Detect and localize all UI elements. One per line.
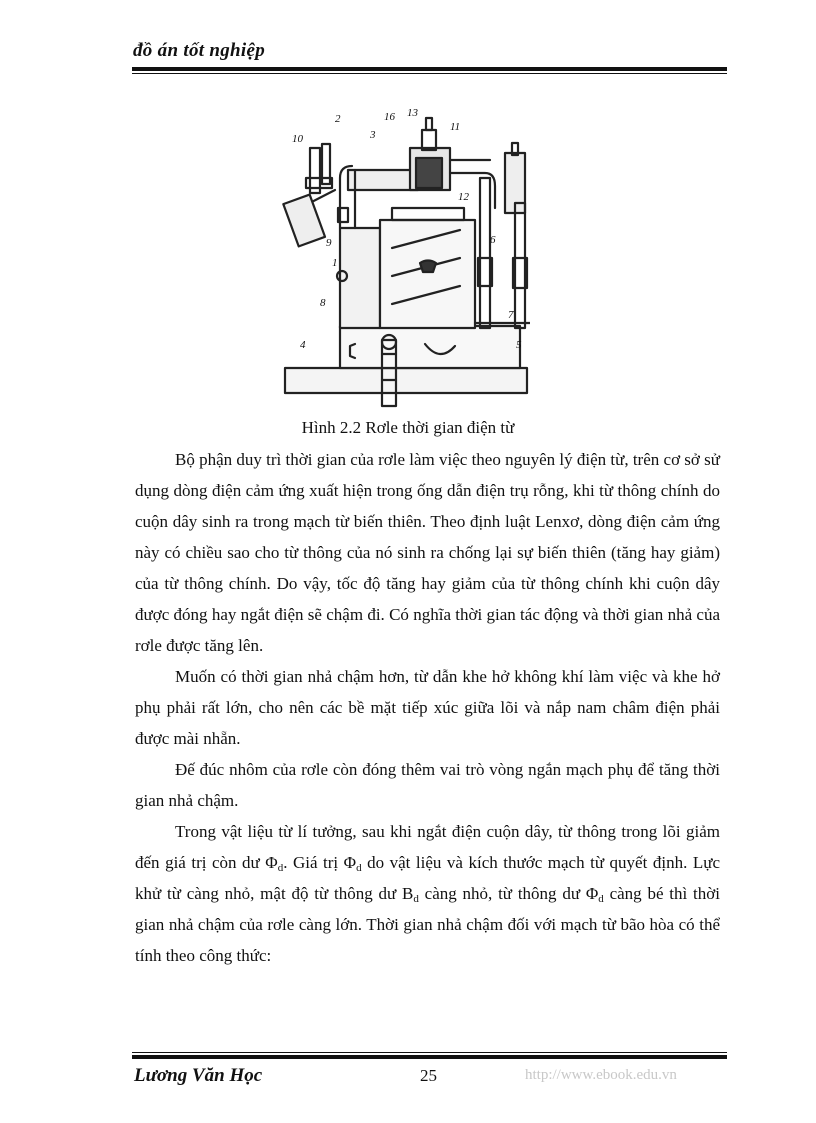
part-label: 9: [326, 237, 332, 249]
part-label: 10: [292, 133, 303, 145]
footer-url: http://www.ebook.edu.vn: [525, 1067, 677, 1083]
body-text: [135, 444, 720, 971]
paragraph: Muốn có thời gian nhả chậm hơn, từ dẫn khe hở không khí làm việc và khe hở phụ phải rất lớn, cho nên các bề mặt tiếp xúc giữa lõi và nắp nam châm điện phải được mài nhẵn.: [135, 667, 720, 748]
part-label: 6: [490, 234, 496, 246]
part-label: 11: [450, 121, 461, 133]
part-label: 3: [370, 129, 376, 141]
footer-rule-thin: [132, 1052, 727, 1053]
part-label: 2: [335, 113, 341, 125]
header-rule-thick: [132, 67, 727, 71]
part-label: 13: [407, 108, 418, 119]
figure-caption: Hình 2.2 Rơle thời gian điện từ: [301, 418, 515, 437]
paragraph: Đế đúc nhôm của rơle còn đóng thêm vai trò vòng ngắn mạch phụ để tăng thời gian nhả chậm.: [135, 760, 720, 810]
page-header-title: đồ án tốt nghiệp: [133, 40, 266, 61]
part-label: 12: [458, 191, 469, 203]
part-label: 16: [384, 111, 395, 123]
footer-author: Lương Văn Học: [134, 1065, 263, 1086]
relay-drawing: [280, 108, 530, 413]
header-rule-thin: [132, 73, 727, 74]
paragraph: Trong vật liệu từ lí tưởng, sau khi ngắt điện cuộn dây, từ thông trong lõi giảm đến giá trị còn dư $\Phi_d$. Giá trị $\Phi_d$ do vật liệu và kích thước mạch từ quyết định. Lực khử từ càng nhỏ, mật độ từ thông dư $B_d$ càng nhỏ, từ thông dư $\Phi_d$ càng bé thì thời gian nhả chậm của rơle càng lớn. Thời gian nhả chậm đối với mạch từ bão hòa có thể tính theo công thức:: [135, 822, 720, 965]
part-label: 1: [332, 257, 338, 269]
paragraph: Bộ phận duy trì thời gian của rơle làm việc theo nguyên lý điện từ, trên cơ sở sử dụng dòng điện cảm ứng xuất hiện trong ống dẫn điện trụ rỗng, khi từ thông chính do cuộn dây sinh ra trong mạch từ biến thiên. Theo định luật Lenxơ, dòng điện cảm ứng này có chiều sao cho từ thông của nó sinh ra chống lại sự biến thiên (tăng hay giảm) của từ thông chính. Do vậy, tốc độ tăng hay giảm của từ thông chính khi cuộn dây được đóng hay ngắt điện sẽ chậm đi. Có nghĩa thời gian tác động và thời gian nhả của rơle được tăng lên.: [135, 450, 720, 655]
relay-diagram: [280, 108, 530, 413]
part-label: 5: [516, 339, 522, 351]
part-label: 8: [320, 297, 326, 309]
page-number: 25: [420, 1066, 437, 1085]
part-label: 7: [508, 309, 514, 321]
part-label: 4: [300, 339, 306, 351]
footer-rule-thick: [132, 1055, 727, 1059]
